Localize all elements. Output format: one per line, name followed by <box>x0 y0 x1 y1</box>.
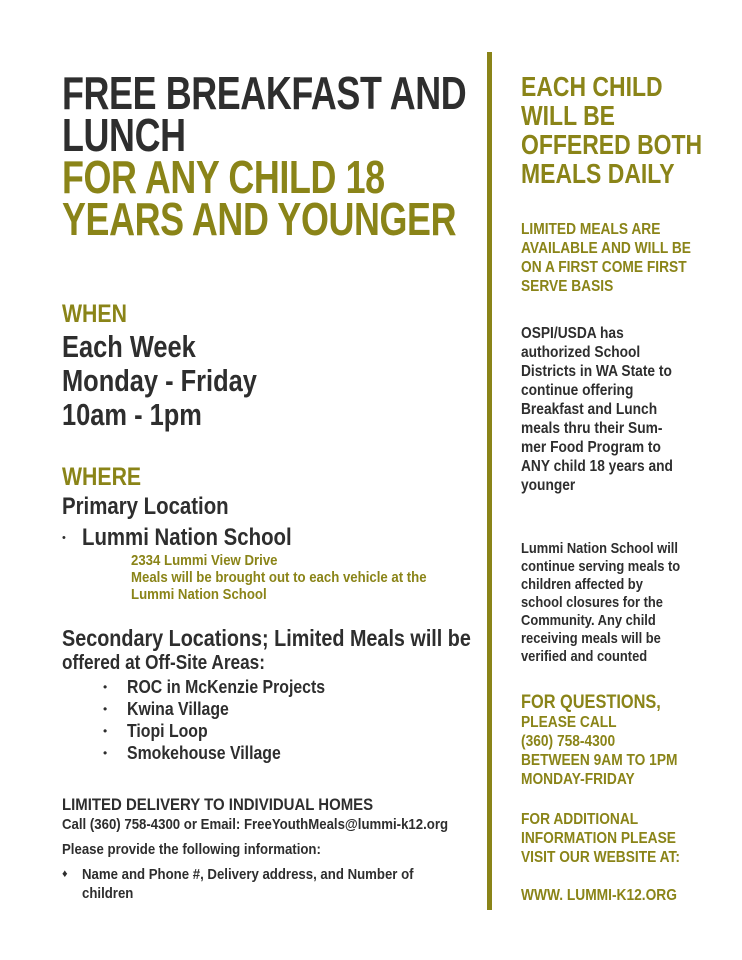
headline-line-1: FREE BREAKFAST AND <box>62 67 467 119</box>
sidebar-ospi-5: Breakfast and Lunch <box>521 401 658 418</box>
primary-address: 2334 Lummi View Drive <box>131 552 278 569</box>
primary-location-heading: Primary Location <box>62 493 229 520</box>
sidebar-website <box>521 886 721 905</box>
secondary-location-label: Kwina Village <box>127 699 229 719</box>
vertical-divider <box>487 52 492 910</box>
primary-note-1: Meals will be brought out to each vehicle at the <box>131 569 427 586</box>
secondary-heading-text: Secondary Locations; Limited Meals will be <box>62 625 471 651</box>
secondary-list <box>103 676 423 764</box>
bullet-icon: • <box>103 746 108 760</box>
delivery-contact: Call (360) 758-4300 or Email: FreeYouthMeals@lummi-k12.org <box>62 816 449 833</box>
secondary-heading-2: offered at Off-Site Areas: <box>62 652 265 674</box>
sidebar-ospi-6: meals thru their Sum- <box>521 420 663 437</box>
sidebar-headline <box>521 72 721 188</box>
sidebar-limited-4: SERVE BASIS <box>521 278 614 295</box>
where-heading: WHERE <box>62 463 142 491</box>
secondary-location-item <box>103 742 423 764</box>
sidebar-questions-4: MONDAY-FRIDAY <box>521 771 635 788</box>
delivery-section <box>62 795 501 860</box>
secondary-location-item <box>103 698 423 720</box>
sidebar-ospi-9: younger <box>521 477 576 494</box>
sidebar-headline-4: MEALS DAILY <box>521 158 675 189</box>
when-line-1: Each Week <box>62 329 196 364</box>
delivery-instructions: Please provide the following information: <box>62 841 321 858</box>
sidebar-ospi-8: ANY child 18 years and <box>521 458 673 475</box>
sidebar-limited-1: LIMITED MEALS ARE <box>521 221 661 238</box>
sidebar-headline-1: EACH CHILD <box>521 71 663 102</box>
sidebar-questions <box>521 692 721 789</box>
sidebar-additional <box>521 810 721 867</box>
where-section <box>62 463 258 521</box>
when-line-3: 10am - 1pm <box>62 397 202 432</box>
when-section <box>62 300 300 432</box>
sidebar-lummi-1: Lummi Nation School will <box>521 540 678 557</box>
sidebar-questions-phone: (360) 758-4300 <box>521 733 616 750</box>
sidebar-ospi <box>521 324 721 495</box>
sidebar-lummi-7: verified and counted <box>521 648 648 665</box>
sidebar-questions-3: BETWEEN 9AM TO 1PM <box>521 752 678 769</box>
sidebar-limited <box>521 220 721 296</box>
bullet-icon: • <box>103 724 108 738</box>
sidebar-headline-3: OFFERED BOTH <box>521 129 703 160</box>
sidebar-limited-2: AVAILABLE AND WILL BE <box>521 240 691 257</box>
secondary-locations <box>62 626 537 675</box>
sidebar-headline-2: WILL BE <box>521 100 615 131</box>
sidebar-lummi-5: Community. Any child <box>521 612 656 629</box>
headline <box>62 67 467 245</box>
sidebar-questions-heading: FOR QUESTIONS, <box>521 692 661 713</box>
sidebar-lummi-6: receiving meals will be <box>521 630 661 647</box>
sidebar-ospi-3: Districts in WA State to <box>521 363 672 380</box>
headline-line-4: YEARS AND YOUNGER <box>62 193 457 245</box>
delivery-item-line-1: Name and Phone #, Delivery address, and Number of <box>82 866 414 883</box>
sidebar-lummi-2: continue serving meals to <box>521 558 681 575</box>
delivery-heading: LIMITED DELIVERY TO INDIVIDUAL HOMES <box>62 795 374 814</box>
bullet-icon: • <box>62 532 66 544</box>
headline-line-2: LUNCH <box>62 109 186 161</box>
delivery-item <box>82 865 459 903</box>
secondary-location-label: Tiopi Loop <box>127 721 208 741</box>
when-heading: WHEN <box>62 300 127 328</box>
website-link: WWW. LUMMI-K12.ORG <box>521 887 677 904</box>
sidebar-ospi-7: mer Food Program to <box>521 439 661 456</box>
sidebar-lummi <box>521 540 721 666</box>
sidebar-additional-1: FOR ADDITIONAL <box>521 811 639 828</box>
secondary-location-item <box>103 676 423 698</box>
sidebar-additional-2: INFORMATION PLEASE <box>521 830 676 847</box>
primary-note-2: Lummi Nation School <box>131 586 267 603</box>
headline-line-3: FOR ANY CHILD 18 <box>62 151 385 203</box>
diamond-bullet-icon: ♦ <box>62 868 68 880</box>
secondary-location-item <box>103 720 423 742</box>
delivery-item-line-2: children <box>82 885 134 902</box>
secondary-heading-1 <box>62 626 471 651</box>
primary-location-name: Lummi Nation School <box>82 524 292 551</box>
sidebar-lummi-4: school closures for the <box>521 594 663 611</box>
bullet-icon: • <box>103 680 108 694</box>
sidebar-ospi-1: OSPI/USDA has <box>521 325 624 342</box>
secondary-location-label: ROC in McKenzie Projects <box>127 677 326 697</box>
sidebar-ospi-4: continue offering <box>521 382 634 399</box>
primary-location-details <box>131 552 467 603</box>
sidebar-limited-3: ON A FIRST COME FIRST <box>521 259 687 276</box>
when-line-2: Monday - Friday <box>62 363 257 398</box>
bullet-icon: • <box>103 702 108 716</box>
secondary-location-label: Smokehouse Village <box>127 743 281 763</box>
sidebar-questions-1: PLEASE CALL <box>521 714 617 731</box>
sidebar-ospi-2: authorized School <box>521 344 641 361</box>
sidebar-additional-3: VISIT OUR WEBSITE AT: <box>521 849 681 866</box>
sidebar-lummi-3: children affected by <box>521 576 643 593</box>
